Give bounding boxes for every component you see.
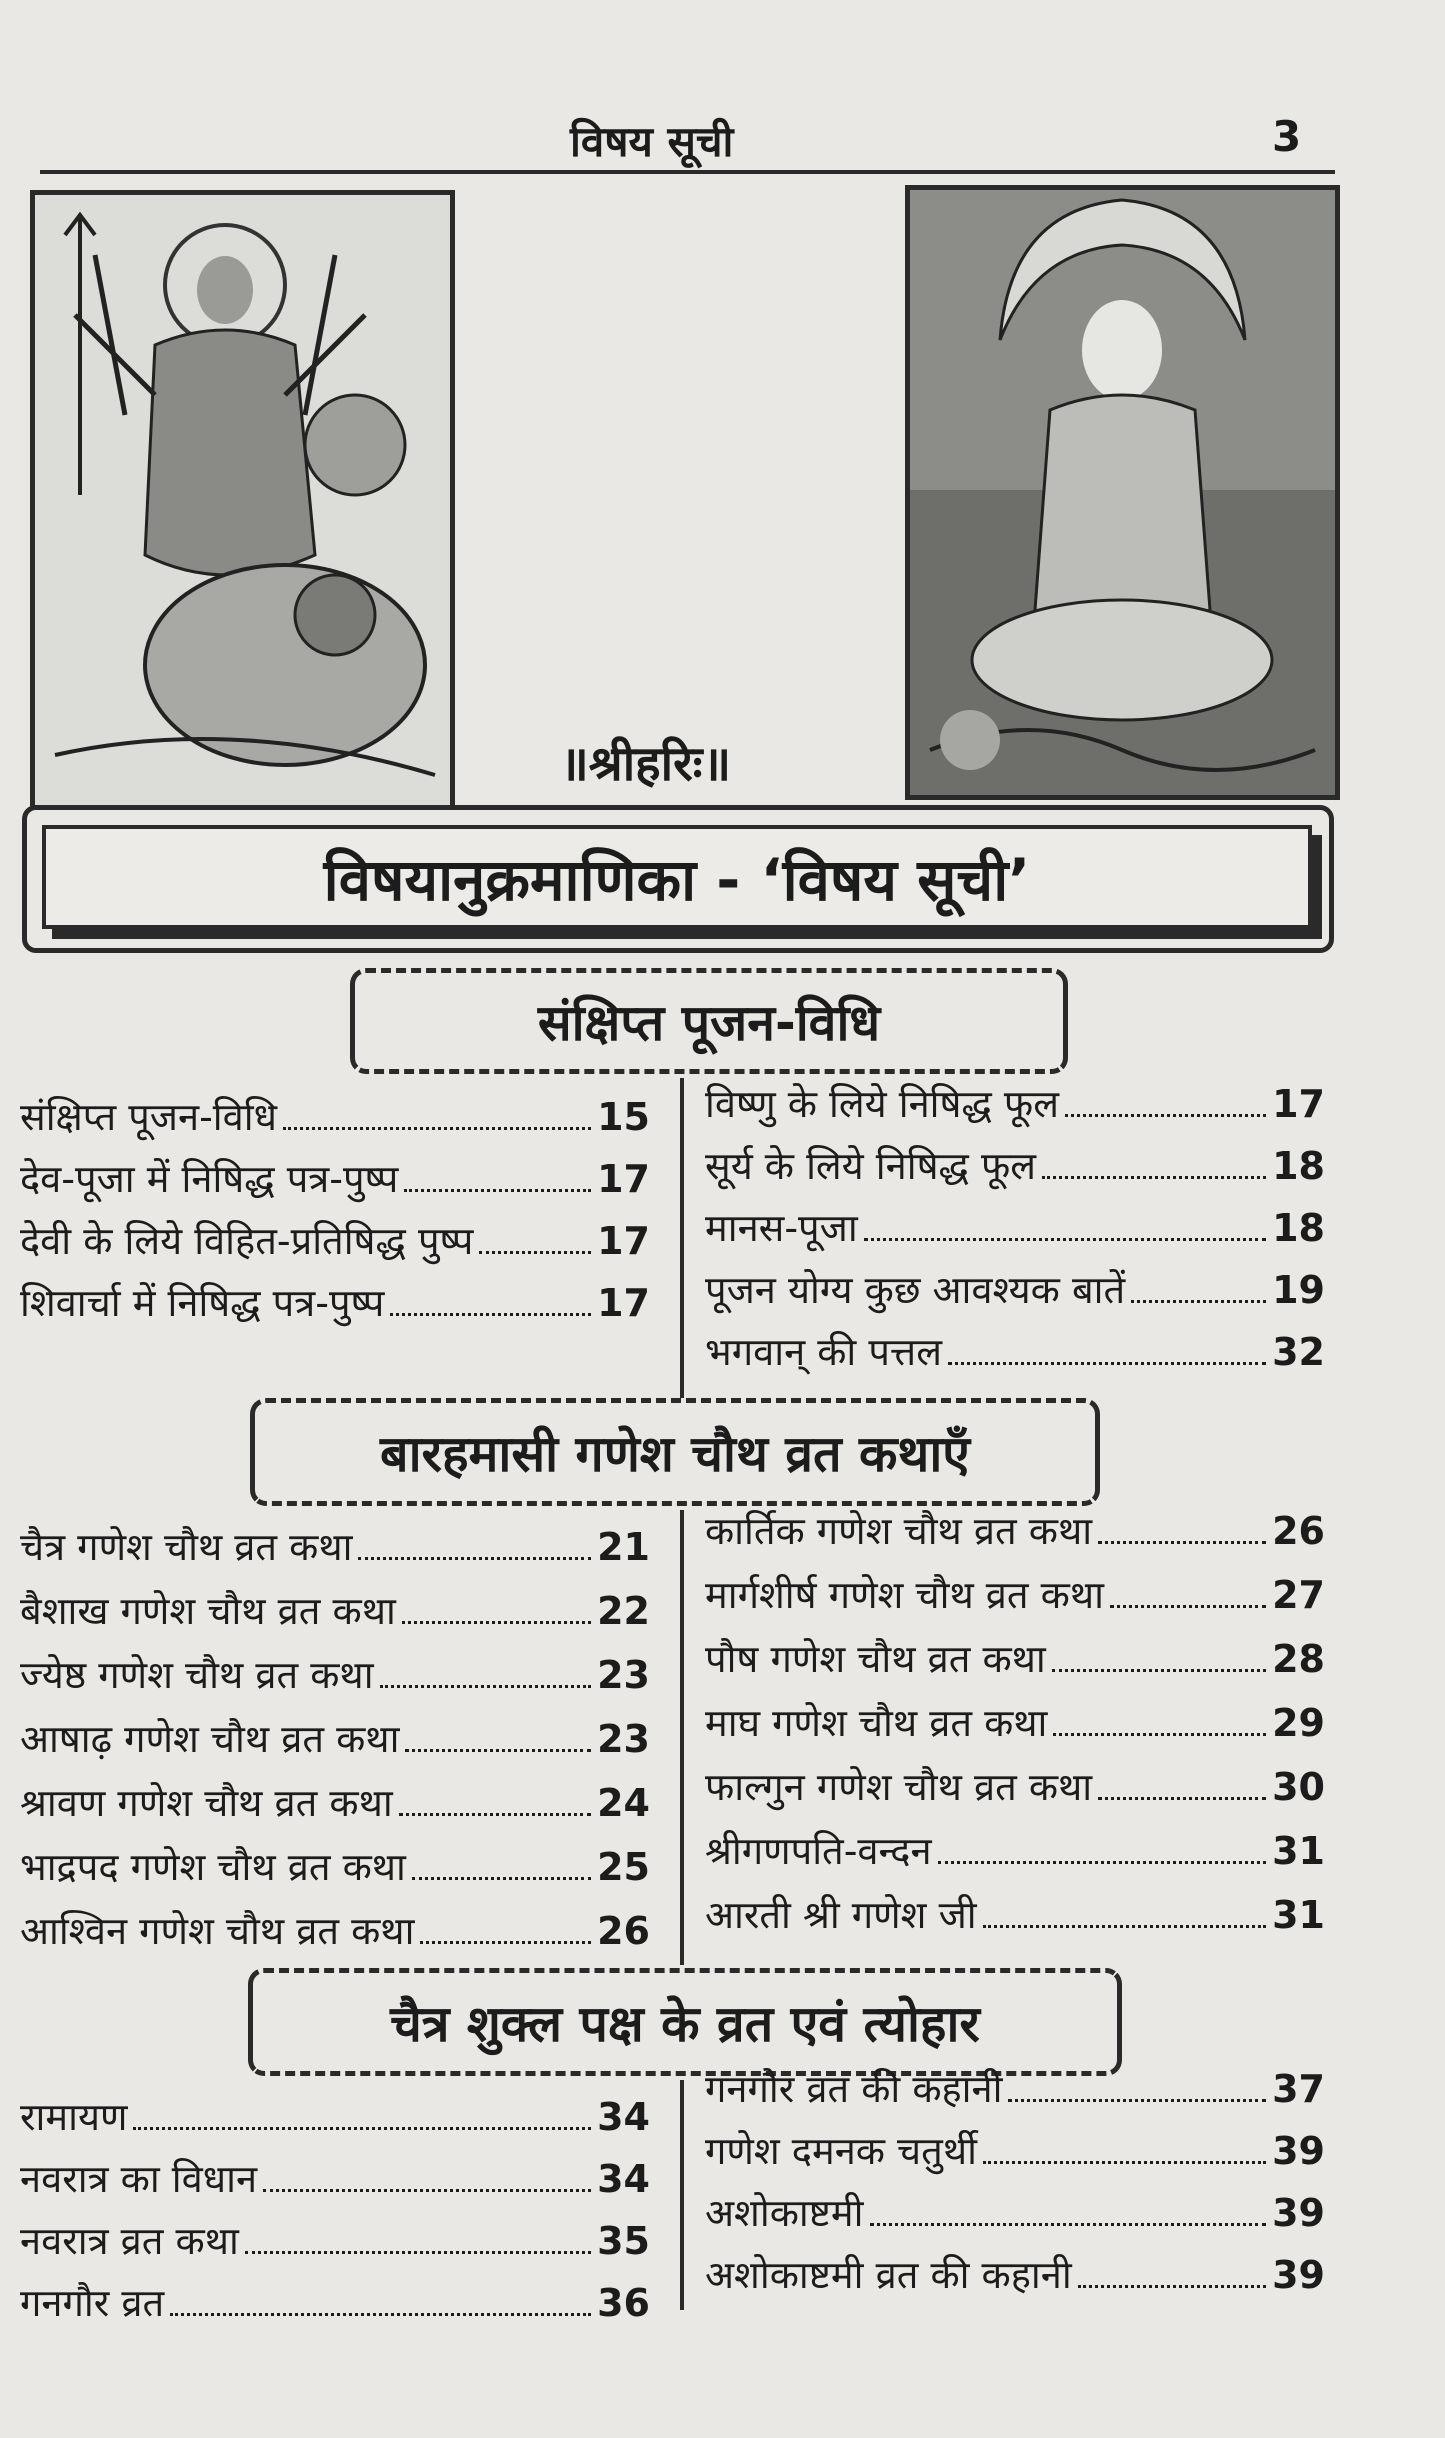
toc-entry[interactable]: श्रीगणपति-वन्दन 31 bbox=[705, 1829, 1325, 1873]
toc-entry[interactable]: शिवार्चा में निषिद्ध पत्र-पुष्प 17 bbox=[20, 1281, 650, 1325]
toc-entry[interactable]: गणेश दमनक चतुर्थी 39 bbox=[705, 2129, 1325, 2173]
main-title: विषयानुक्रमाणिका - ‘विषय सूची’ bbox=[42, 825, 1312, 929]
column-divider bbox=[680, 1510, 684, 1965]
toc-entry[interactable]: गनगौर व्रत 36 bbox=[20, 2281, 650, 2325]
toc-entry[interactable]: अशोकाष्टमी व्रत की कहानी 39 bbox=[705, 2253, 1325, 2297]
toc-entry[interactable]: ज्येष्ठ गणेश चौथ व्रत कथा 23 bbox=[20, 1653, 650, 1697]
section-heading-ganesh-chauth: बारहमासी गणेश चौथ व्रत कथाएँ bbox=[250, 1398, 1100, 1506]
toc-entry[interactable]: विष्णु के लिये निषिद्ध फूल 17 bbox=[705, 1082, 1325, 1126]
toc-entry[interactable]: अशोकाष्टमी 39 bbox=[705, 2191, 1325, 2235]
toc-entry[interactable]: संक्षिप्त पूजन-विधि 15 bbox=[20, 1095, 650, 1139]
toc-entry[interactable]: गनगौर व्रत की कहानी 37 bbox=[705, 2067, 1325, 2111]
column-divider bbox=[680, 1078, 684, 1398]
toc-entry[interactable]: बैशाख गणेश चौथ व्रत कथा 22 bbox=[20, 1589, 650, 1633]
goddess-durga-illustration bbox=[30, 190, 455, 810]
invocation-shri-hari: ॥श्रीहरिः॥ bbox=[560, 736, 732, 792]
toc-entry[interactable]: श्रावण गणेश चौथ व्रत कथा 24 bbox=[20, 1781, 650, 1825]
toc-entry[interactable]: मार्गशीर्ष गणेश चौथ व्रत कथा 27 bbox=[705, 1573, 1325, 1617]
header-rule bbox=[40, 170, 1335, 174]
toc-entry[interactable]: चैत्र गणेश चौथ व्रत कथा 21 bbox=[20, 1525, 650, 1569]
toc-entry[interactable]: देव-पूजा में निषिद्ध पत्र-पुष्प 17 bbox=[20, 1157, 650, 1201]
running-header-title: विषय सूची bbox=[570, 117, 734, 166]
toc-entry[interactable]: सूर्य के लिये निषिद्ध फूल 18 bbox=[705, 1144, 1325, 1188]
toc-entry[interactable]: आश्विन गणेश चौथ व्रत कथा 26 bbox=[20, 1909, 650, 1953]
toc-entry[interactable]: नवरात्र का विधान 34 bbox=[20, 2157, 650, 2201]
toc-entry[interactable]: आषाढ़ गणेश चौथ व्रत कथा 23 bbox=[20, 1717, 650, 1761]
toc-entry[interactable]: कार्तिक गणेश चौथ व्रत कथा 26 bbox=[705, 1509, 1325, 1553]
toc-entry[interactable]: भगवान् की पत्तल 32 bbox=[705, 1330, 1325, 1374]
toc-entry[interactable]: पौष गणेश चौथ व्रत कथा 28 bbox=[705, 1637, 1325, 1681]
toc-entry[interactable]: नवरात्र व्रत कथा 35 bbox=[20, 2219, 650, 2263]
column-divider bbox=[680, 2080, 684, 2310]
toc-entry[interactable]: मानस-पूजा 18 bbox=[705, 1206, 1325, 1250]
toc-entry[interactable]: पूजन योग्य कुछ आवश्यक बातें 19 bbox=[705, 1268, 1325, 1312]
page-number: 3 bbox=[1272, 112, 1302, 161]
toc-entry[interactable]: आरती श्री गणेश जी 31 bbox=[705, 1893, 1325, 1937]
toc-entry[interactable]: भाद्रपद गणेश चौथ व्रत कथा 25 bbox=[20, 1845, 650, 1889]
goddess-lakshmi-illustration bbox=[905, 185, 1340, 800]
section-heading-pujan-vidhi: संक्षिप्त पूजन-विधि bbox=[350, 968, 1068, 1074]
toc-entry[interactable]: माघ गणेश चौथ व्रत कथा 29 bbox=[705, 1701, 1325, 1745]
toc-entry[interactable]: देवी के लिये विहित-प्रतिषिद्ध पुष्प 17 bbox=[20, 1219, 650, 1263]
toc-entry[interactable]: फाल्गुन गणेश चौथ व्रत कथा 30 bbox=[705, 1765, 1325, 1809]
section-heading-chaitra-shukla: चैत्र शुक्ल पक्ष के व्रत एवं त्योहार bbox=[248, 1968, 1122, 2076]
toc-entry[interactable]: रामायण 34 bbox=[20, 2095, 650, 2139]
